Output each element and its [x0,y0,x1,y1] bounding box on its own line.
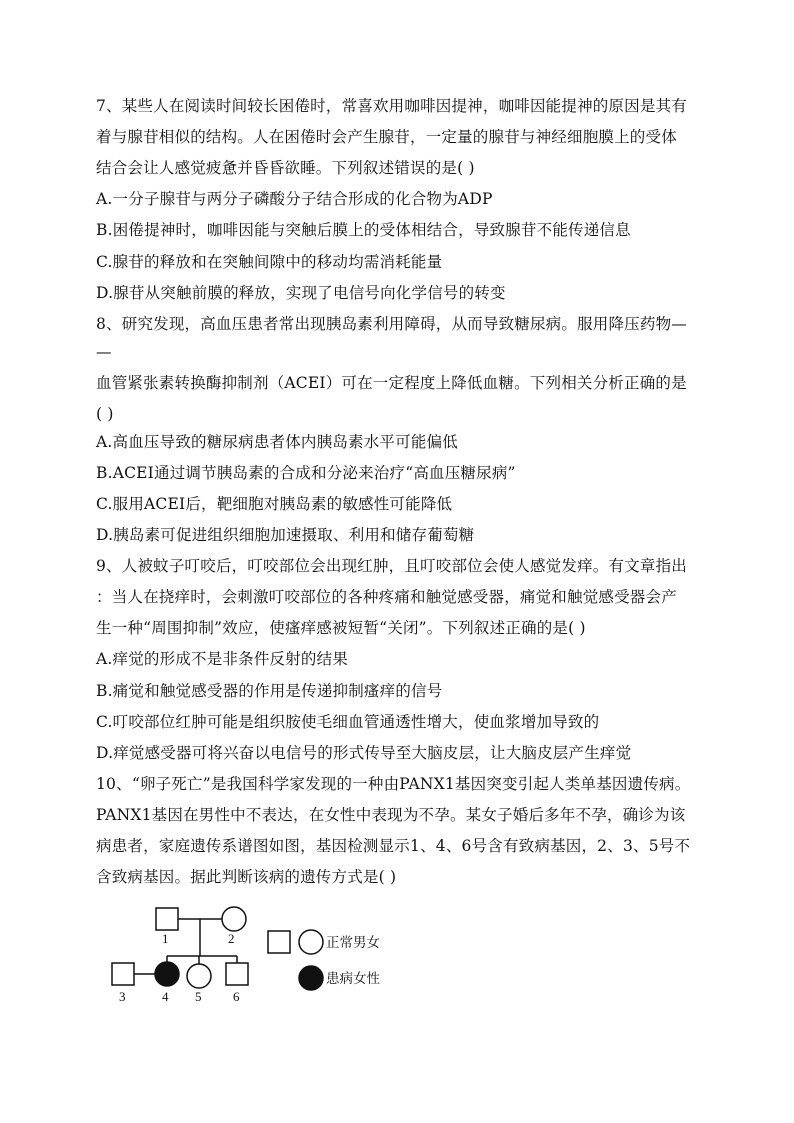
label-4: 4 [162,989,169,1004]
label-5: 5 [195,989,202,1004]
q9-option-c: C.叮咬部位红肿可能是组织胺使毛细血管通透性增大，使血浆增加导致的 [96,713,600,731]
q7-stem-line-1: 7、某些人在阅读时间较长困倦时，常喜欢用咖啡因提神，咖啡因能提神的原因是其有 [96,97,687,115]
q8-stem-line-4: ( ) [96,405,114,423]
q8-option-a: A.高血压导致的糖尿病患者体内胰岛素水平可能偏低 [96,433,458,451]
legend-affected-female-symbol [299,966,323,990]
q10-stem-line-4: 含致病基因。据此判断该病的遗传方式是( ) [96,868,397,886]
q9-stem-line-3: 生一种“周围抑制”效应，使瘙痒感被短暂“关闭”。下列叙述正确的是( ) [96,619,586,637]
legend-affected-label: 患病女性 [326,971,380,987]
q7-stem-line-3: 结合会让人感觉疲惫并昏昏欲睡。下列叙述错误的是( ) [96,159,475,177]
q7-option-c: C.腺苷的释放和在突触间隙中的移动均需消耗能量 [96,253,443,271]
individual-1-male [156,908,178,930]
legend-normal-male-symbol [268,931,290,953]
individual-5-female [187,964,211,988]
q8-option-d: D.胰岛素可促进组织细胞加速摄取、利用和储存葡萄糖 [96,526,475,544]
individual-3-male [112,963,134,985]
q10-stem-line-2: PANX1基因在男性中不表达，在女性中表现为不孕。某女子婚后多年不孕，确诊为该 [96,806,686,824]
q9-stem-line-2: ：当人在挠痒时，会刺激叮咬部位的各种疼痛和触觉感受器，痛觉和触觉感受器会产 [96,588,677,606]
label-3: 3 [119,989,126,1004]
q8-stem-line-1: 8、研究发现，高血压患者常出现胰岛素利用障碍，从而导致糖尿病。服用降压药物— [96,315,687,333]
q7-option-d: D.腺苷从突触前膜的释放，实现了电信号向化学信号的转变 [96,284,506,302]
label-2: 2 [228,931,235,946]
label-6: 6 [233,989,240,1004]
legend-normal-label: 正常男女 [326,935,380,951]
q9-option-d: D.痒觉感受器可将兴奋以电信号的形式传导至大脑皮层，让大脑皮层产生痒觉 [96,744,632,762]
q8-stem-line-2: — [96,343,112,361]
q9-stem-line-1: 9、人被蚊子叮咬后，叮咬部位会出现红肿，且叮咬部位会使人感觉发痒。有文章指出 [96,557,687,575]
q7-option-a: A.一分子腺苷与两分子磷酸分子结合形成的化合物为ADP [96,190,493,208]
q8-option-b: B.ACEI通过调节胰岛素的合成和分泌来治疗“高血压糖尿病” [96,464,516,482]
individual-4-affected-female [155,962,179,986]
individual-2-female [222,907,246,931]
q8-stem-line-3: 血管紧张素转换酶抑制剂（ACEI）可在一定程度上降低血糖。下列相关分析正确的是 [96,374,687,392]
q7-stem-line-2: 着与腺苷相似的结构。人在困倦时会产生腺苷，一定量的腺苷与神经细胞膜上的受体 [96,128,677,146]
q10-stem-line-1: 10、“卵子死亡”是我国科学家发现的一种由PANX1基因突变引起人类单基因遗传病。 [96,775,691,793]
legend-normal-female-symbol [299,930,323,954]
pedigree-svg [100,898,420,1010]
q9-option-a: A.痒觉的形成不是非条件反射的结果 [96,650,349,668]
q10-stem-line-3: 病患者，家庭遗传系谱图如图，基因检测显示1、4、6号含有致病基因，2、3、5号不 [96,837,691,855]
q8-option-c: C.服用ACEI后，靶细胞对胰岛素的敏感性可能降低 [96,495,453,513]
individual-6-male [226,963,248,985]
pedigree-diagram [100,898,420,1010]
q9-option-b: B.痛觉和触觉感受器的作用是传递抑制瘙痒的信号 [96,682,443,700]
q7-option-b: B.困倦提神时，咖啡因能与突触后膜上的受体相结合，导致腺苷不能传递信息 [96,221,631,239]
label-1: 1 [162,931,169,946]
